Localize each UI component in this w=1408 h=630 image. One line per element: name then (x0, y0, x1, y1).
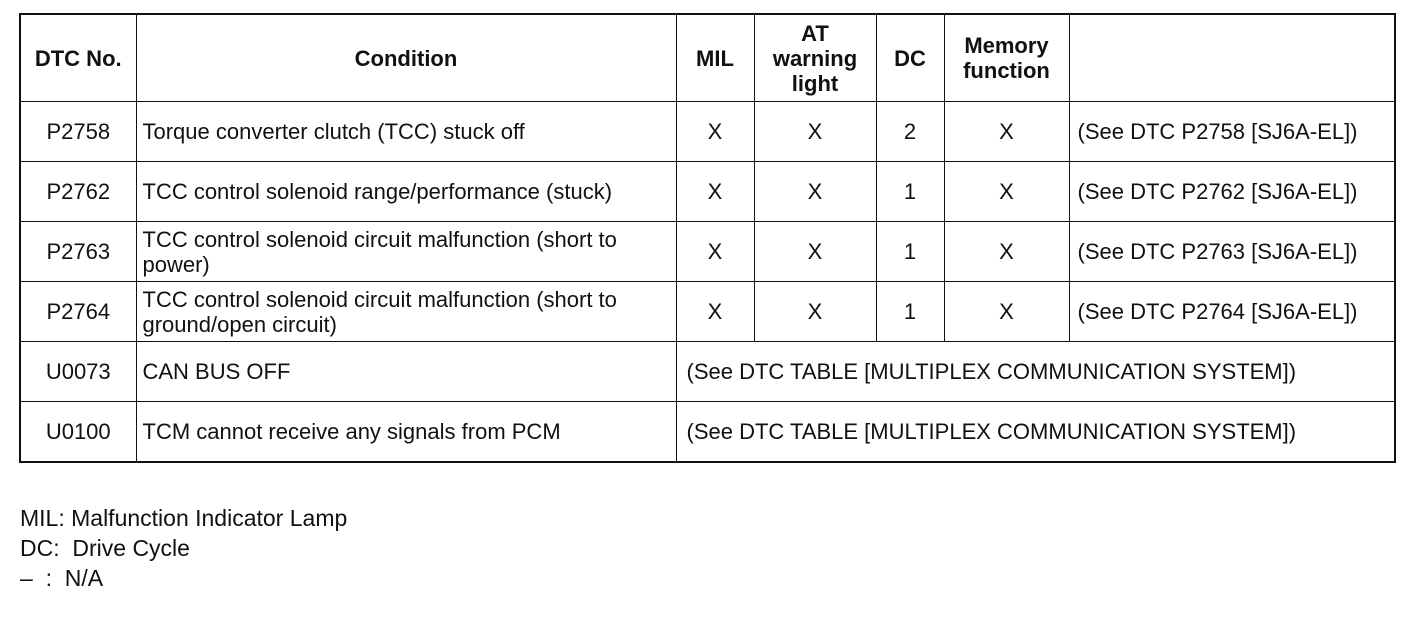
dtc-code: U0073 (20, 342, 136, 402)
legend-dc: DC: Drive Cycle (20, 535, 190, 561)
condition-text: CAN BUS OFF (136, 342, 676, 402)
mil-mark: X (676, 102, 754, 162)
dtc-code: P2764 (20, 282, 136, 342)
mil-mark: X (676, 222, 754, 282)
at-mark: X (754, 162, 876, 222)
condition-text: TCC control solenoid circuit malfunction (short to ground/open circuit) (136, 282, 676, 342)
table-header-row (20, 14, 1395, 102)
table-row (20, 162, 1395, 222)
dc-value: 1 (876, 162, 944, 222)
header-mil: MIL (676, 14, 754, 102)
condition-text: TCC control solenoid range/performance (stuck) (136, 162, 676, 222)
dc-value: 1 (876, 222, 944, 282)
reference-note: (See DTC TABLE [MULTIPLEX COMMUNICATION SYSTEM]) (676, 402, 1395, 463)
reference-note: (See DTC P2764 [SJ6A-EL]) (1069, 282, 1395, 342)
at-mark: X (754, 102, 876, 162)
table-row (20, 402, 1395, 463)
at-mark: X (754, 282, 876, 342)
at-mark: X (754, 222, 876, 282)
legend-na: – : N/A (20, 565, 104, 591)
mil-mark: X (676, 162, 754, 222)
header-condition: Condition (136, 14, 676, 102)
memory-mark: X (944, 162, 1069, 222)
header-at-warning: AT warning light (754, 14, 876, 102)
table-row (20, 102, 1395, 162)
mil-mark: X (676, 282, 754, 342)
dtc-code: P2762 (20, 162, 136, 222)
header-dc: DC (876, 14, 944, 102)
table-row (20, 222, 1395, 282)
dtc-code: U0100 (20, 402, 136, 463)
dc-value: 2 (876, 102, 944, 162)
reference-note: (See DTC P2758 [SJ6A-EL]) (1069, 102, 1395, 162)
memory-mark: X (944, 222, 1069, 282)
header-dtc: DTC No. (20, 14, 136, 102)
dtc-table (19, 13, 1396, 463)
reference-note: (See DTC P2762 [SJ6A-EL]) (1069, 162, 1395, 222)
table-row (20, 282, 1395, 342)
legend (20, 503, 347, 593)
table-row (20, 342, 1395, 402)
dc-value: 1 (876, 282, 944, 342)
memory-mark: X (944, 282, 1069, 342)
legend-mil: MIL: Malfunction Indicator Lamp (20, 505, 348, 531)
dtc-code: P2758 (20, 102, 136, 162)
condition-text: TCM cannot receive any signals from PCM (136, 402, 676, 463)
dtc-code: P2763 (20, 222, 136, 282)
condition-text: TCC control solenoid circuit malfunction (short to power) (136, 222, 676, 282)
memory-mark: X (944, 102, 1069, 162)
reference-note: (See DTC TABLE [MULTIPLEX COMMUNICATION SYSTEM]) (676, 342, 1395, 402)
header-notes (1069, 14, 1395, 102)
reference-note: (See DTC P2763 [SJ6A-EL]) (1069, 222, 1395, 282)
condition-text: Torque converter clutch (TCC) stuck off (136, 102, 676, 162)
header-memory: Memory function (944, 14, 1069, 102)
